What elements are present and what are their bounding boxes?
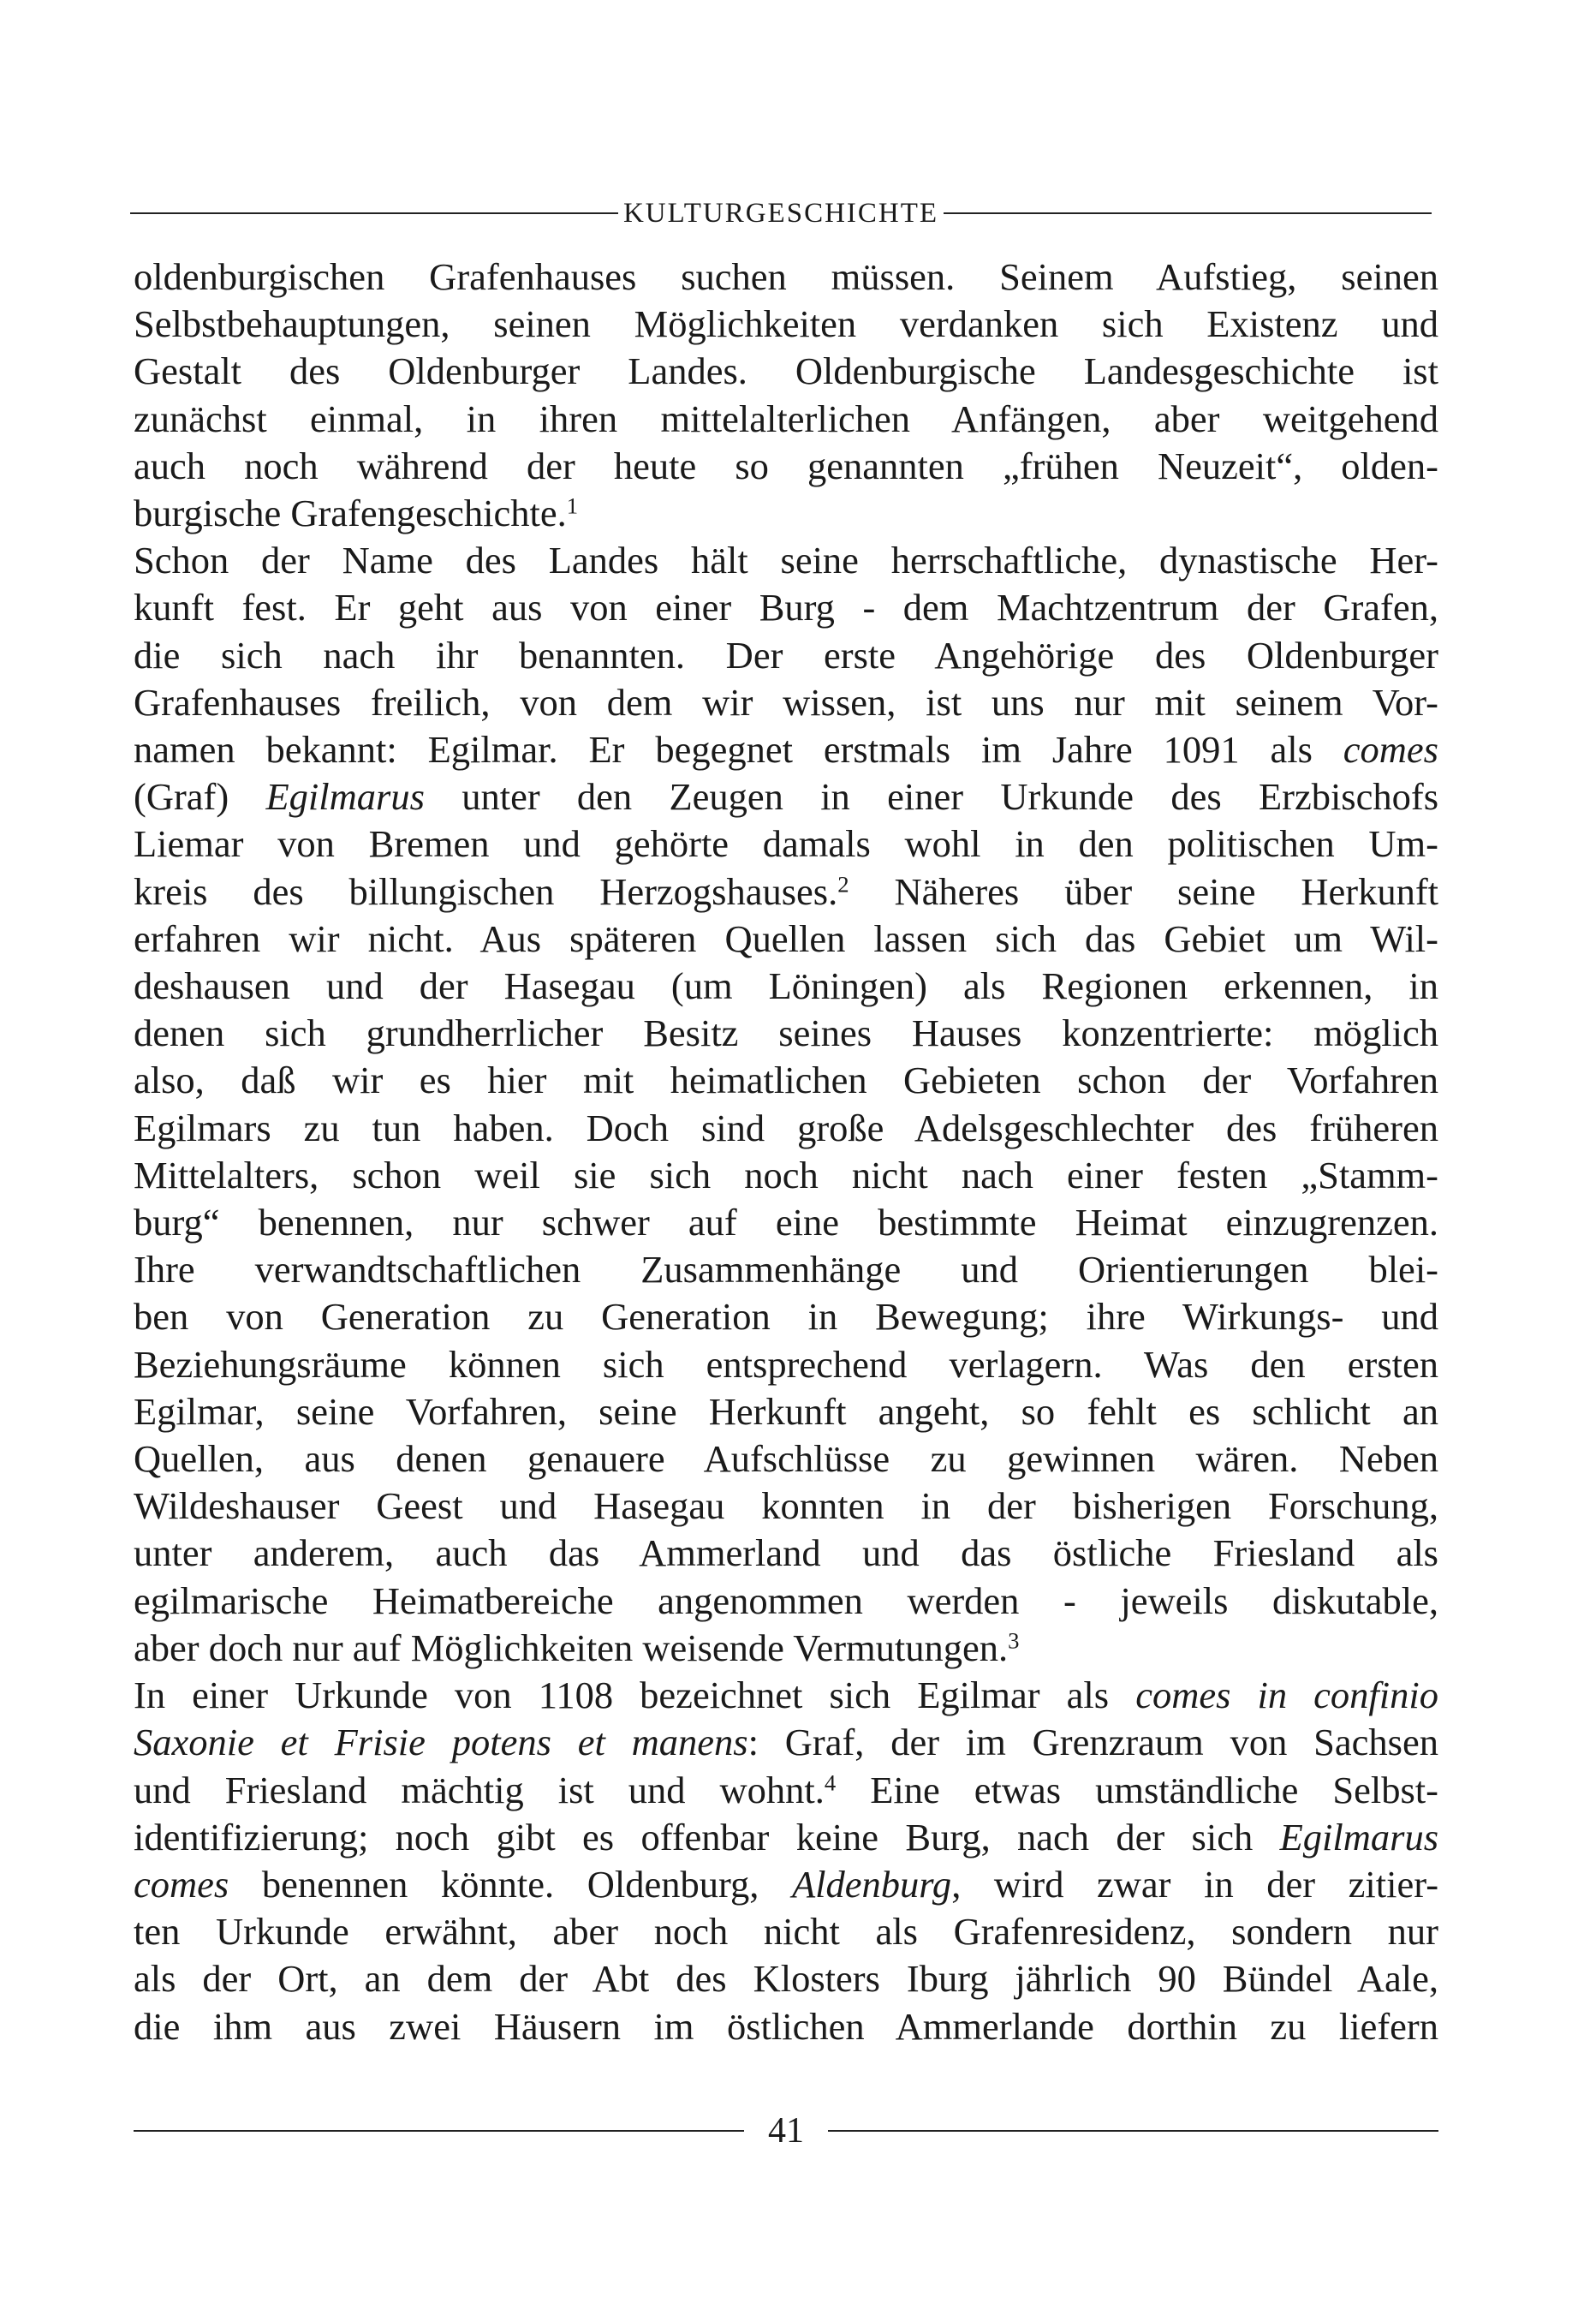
running-header xyxy=(130,192,1432,235)
text-line: In einer Urkunde von 1108 bezeichnet sich Egilmar als comes in confinio xyxy=(134,1674,1439,1717)
text-line: burgische Grafengeschichte.$^1$ xyxy=(134,492,579,535)
text-line: Egilmar, seine Vorfahren, seine Herkunft angeht, so fehlt es schlicht an xyxy=(134,1389,1438,1433)
italic-term: Saxonie et Frisie potens et manens xyxy=(134,1721,748,1764)
text-line: namen bekannt: Egilmar. Er begegnet erstmals im Jahre 1091 als comes xyxy=(134,728,1438,772)
footnote-ref: 2 xyxy=(837,870,849,897)
text-line: ten Urkunde erwähnt, aber noch nicht als Grafenresidenz, sondern nur xyxy=(134,1910,1438,1954)
text-line: Schon der Name des Landes hält seine herrschaftliche, dynastische Her- xyxy=(134,539,1438,582)
italic-term: comes in confinio xyxy=(1135,1674,1439,1717)
text-line: also, daß wir es hier mit heimatlichen Gebieten schon der Vorfahren xyxy=(134,1059,1438,1102)
text-line: auch noch während der heute so genannten „frühen Neuzeit“, olden- xyxy=(134,444,1438,487)
text-line: zunächst einmal, in ihren mittelalterlichen Anfängen, aber weitgehend xyxy=(134,397,1438,440)
footer-rule-right xyxy=(828,2130,1438,2132)
text-line: Ihre verwandtschaftlichen Zusammenhänge und Orientierungen blei- xyxy=(134,1248,1438,1292)
text-line: aber doch nur auf Möglichkeiten weisende Vermutungen.$^3$ xyxy=(134,1626,1020,1669)
paragraph xyxy=(134,254,1438,537)
text-line: Grafenhauses freilich, von dem wir wissen, ist uns nur mit seinem Vor- xyxy=(134,680,1438,724)
paragraph xyxy=(134,1672,1438,2050)
italic-term: Aldenburg xyxy=(791,1862,952,1906)
text-line: unter anderem, auch das Ammerland und das östliche Friesland als xyxy=(134,1531,1438,1575)
footer-rule-left xyxy=(134,2130,744,2132)
text-line: Selbstbehauptungen, seinen Möglichkeiten verdanken sich Existenz und xyxy=(134,302,1438,346)
paragraph xyxy=(134,537,1438,1672)
footnote-ref: 1 xyxy=(566,492,579,519)
footnote-ref: 3 xyxy=(1008,1627,1020,1654)
text-line: burg“ benennen, nur schwer auf eine bestimmte Heimat einzugrenzen. xyxy=(134,1201,1438,1244)
text-line: oldenburgischen Grafenhauses suchen müssen. Seinem Aufstieg, seinen xyxy=(134,255,1438,298)
header-rule-right xyxy=(944,212,1432,214)
text-line: Liemar von Bremen und gehörte damals wohl in den politischen Um- xyxy=(134,822,1438,866)
text-line: comes benennen könnte. Oldenburg, Aldenburg, wird zwar in der zitier- xyxy=(134,1862,1439,1906)
text-line: und Friesland mächtig ist und wohnt.$^4$ Eine etwas umständliche Selbst- xyxy=(134,1768,1438,1811)
text-line: Gestalt des Oldenburger Landes. Oldenburgische Landesgeschichte ist xyxy=(134,349,1438,393)
text-line: die ihm aus zwei Häusern im östlichen Ammerlande dorthin zu liefern xyxy=(134,2004,1438,2048)
text-line: die sich nach ihr benannten. Der erste Angehörige des Oldenburger xyxy=(134,633,1438,677)
text-line: Egilmars zu tun haben. Doch sind große Adelsgeschlechter des früheren xyxy=(134,1106,1438,1149)
body-text xyxy=(134,254,1438,2050)
text-line: Mittelalters, schon weil sie sich noch nicht nach einer festen „Stamm- xyxy=(134,1153,1438,1196)
text-line: Beziehungsräume können sich entsprechend verlagern. Was den ersten xyxy=(134,1342,1438,1386)
italic-term: comes xyxy=(134,1862,229,1906)
text-line: Saxonie et Frisie potens et manens: Graf, der im Grenzraum von Sachsen xyxy=(134,1721,1438,1764)
text-line: erfahren wir nicht. Aus späteren Quellen lassen sich das Gebiet um Wil- xyxy=(134,916,1438,960)
page-number: 41 xyxy=(768,2111,804,2151)
text-line: kunft fest. Er geht aus von einer Burg - dem Machtzentrum der Grafen, xyxy=(134,586,1438,629)
footnote-ref: 4 xyxy=(824,1769,837,1795)
text-line: ben von Generation zu Generation in Bewegung; ihre Wirkungs- und xyxy=(134,1295,1438,1339)
text-line: egilmarische Heimatbereiche angenommen werden - jeweils diskutable, xyxy=(134,1578,1438,1622)
text-line: deshausen und der Hasegau (um Löningen) als Regionen erkennen, in xyxy=(134,964,1438,1008)
text-line: Quellen, aus denen genauere Aufschlüsse zu gewinnen wären. Neben xyxy=(134,1437,1438,1481)
italic-term: comes xyxy=(1343,728,1438,772)
italic-term: Egilmarus xyxy=(1279,1815,1439,1859)
text-line: als der Ort, an dem der Abt des Klosters Iburg jährlich 90 Bündel Aale, xyxy=(134,1957,1438,2001)
text-line: (Graf) Egilmarus unter den Zeugen in einer Urkunde des Erzbischofs xyxy=(134,775,1439,819)
running-header-title: KULTURGESCHICHTE xyxy=(622,198,939,229)
text-line: identifizierung; noch gibt es offenbar keine Burg, nach der sich Egilmarus xyxy=(134,1815,1439,1859)
italic-term: Egilmarus xyxy=(265,775,425,819)
header-rule-left xyxy=(130,212,618,214)
text-line: denen sich grundherrlicher Besitz seines Hauses konzentrierte: möglich xyxy=(134,1011,1438,1055)
text-line: kreis des billungischen Herzogshauses.$^2$ Näheres über seine Herkunft xyxy=(134,869,1438,913)
page-footer xyxy=(134,2109,1438,2153)
text-line: Wildeshauser Geest und Hasegau konnten in der bisherigen Forschung, xyxy=(134,1484,1438,1528)
